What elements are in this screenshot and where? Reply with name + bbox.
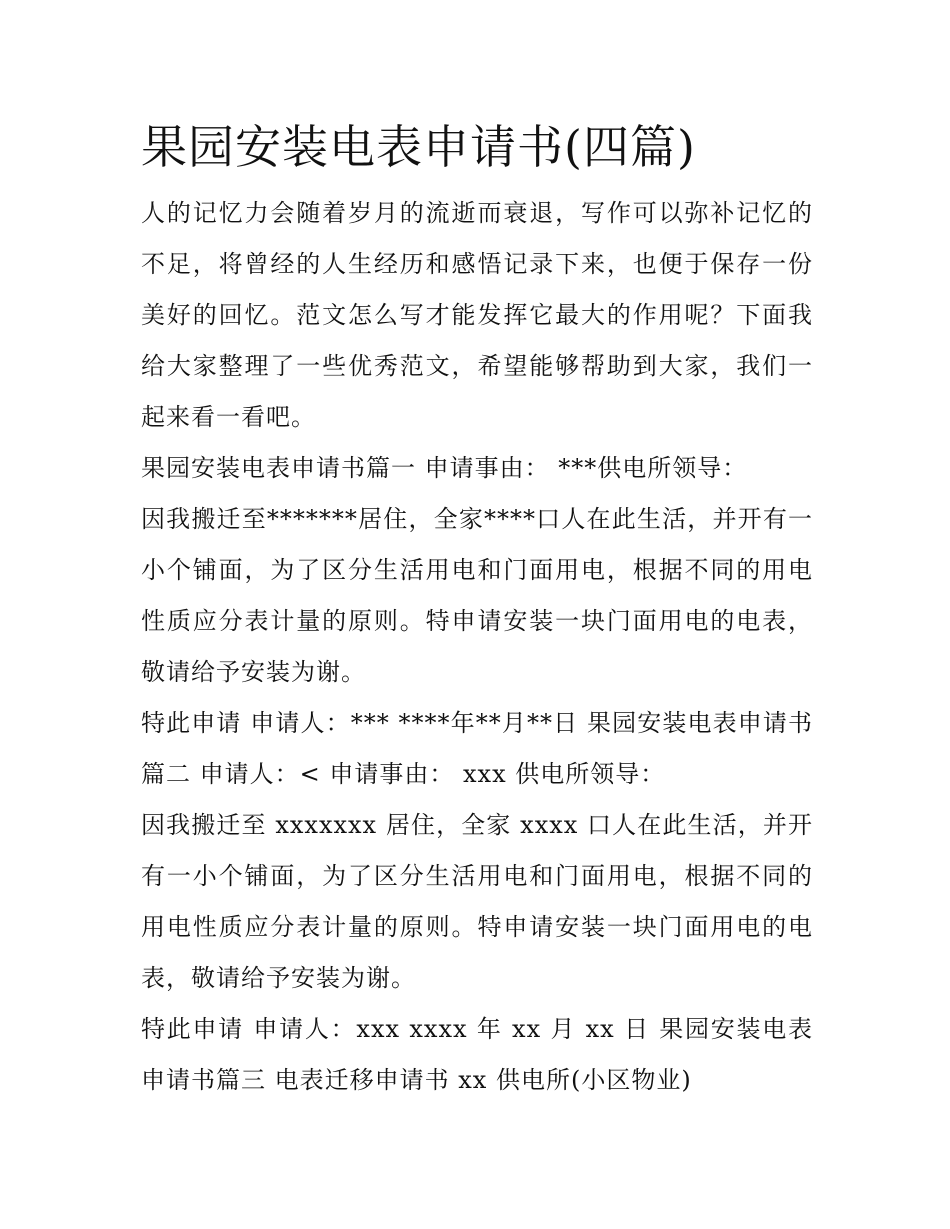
paragraph-section-two-body: 因我搬迁至 xxxxxxx 居住，全家 xxxx 口人在此生活，并开有一小个铺面，为了区分生活用电和门面用电，根据不同的用电性质应分表计量的原则。特申请安装一块门面用电的电表，敬请给予安装为谢。 xyxy=(141,811,813,992)
paragraph-section-two-sign-off: 特此申请 申请人：xxx xxxx 年 xx 月 xx 日 果园安装电表申请书篇三 电表迁移申请书 xx 供电所(小区物业) xyxy=(141,1015,813,1094)
paragraph-section-one-header: 果园安装电表申请书篇一 申请事由： ***供电所领导： xyxy=(141,454,748,482)
paragraph-section-one-sign-off: 特此申请 申请人：*** ****年**月**日 果园安装电表申请书篇二 申请人：< 申请事由： xxx 供电所领导： xyxy=(141,709,813,788)
paragraph-section-one-body: 因我搬迁至*******居住，全家****口人在此生活，并开有一小个铺面，为了区分生活用电和门面用电，根据不同的用电性质应分表计量的原则。特申请安装一块门面用电的电表，敬请给予安装为谢。 xyxy=(141,505,813,686)
paragraph-intro: 人的记忆力会随着岁月的流逝而衰退，写作可以弥补记忆的不足，将曾经的人生经历和感悟记录下来，也便于保存一份美好的回忆。范文怎么写才能发挥它最大的作用呢？下面我给大家整理了一些优秀范文，希望能够帮助到大家，我们一起来看一看吧。 xyxy=(141,199,813,431)
document-page xyxy=(141,112,813,1106)
document-title: 果园安装电表申请书(四篇) xyxy=(141,120,696,174)
